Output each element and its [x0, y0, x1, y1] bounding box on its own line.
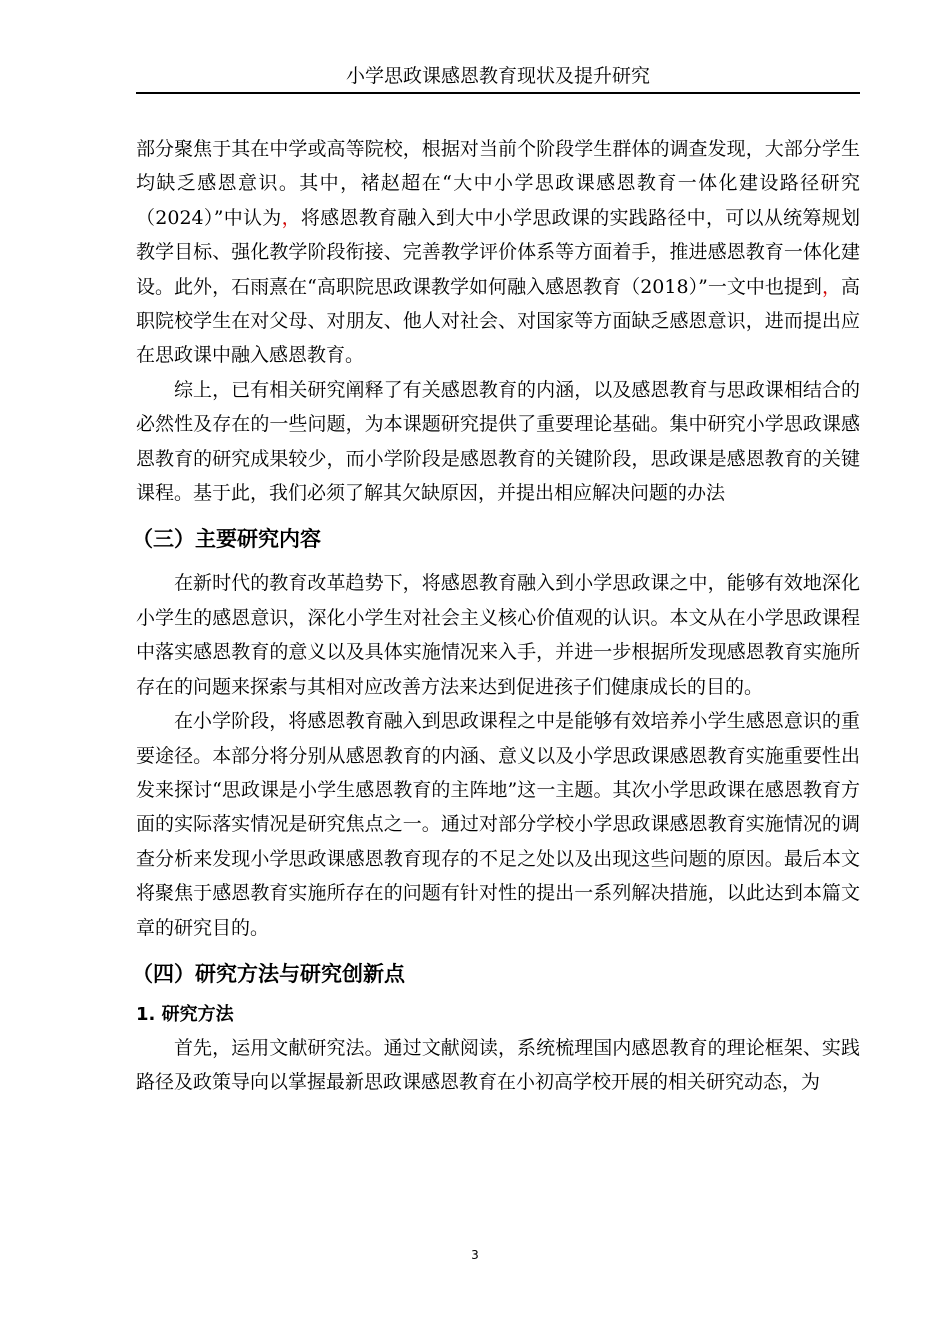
section-heading-methods: （四）研究方法与研究创新点	[132, 961, 405, 986]
paragraph-research-content: 在新时代的教育改革趋势下，将感恩教育融入到小学思政课之中，能够有效地深化小学生的感恩意识，深化小学生对社会主义核心价值观的认识。本文从在小学思政课程中落实感恩教育的意义以及具体实施情况来入手，并进一步根据所发现感恩教育实施所存在的问题来探索与其相对应改善方法来达到促进孩子们健康成长的目的。	[136, 572, 860, 698]
paragraph-literature-method: 首先，运用文献研究法。通过文献阅读，系统梳理国内感恩教育的理论框架、实践路径及政策导向以掌握最新思政课感恩教育在小初高学校开展的相关研究动态，为	[136, 1036, 860, 1094]
document-body	[132, 132, 860, 1100]
paragraph-text: ，	[821, 275, 841, 298]
paragraph-text: 将感恩教育融入到大中小学思政课的实践路径中，可以从统筹规划教学目标、强化教学阶段衔接、完善教学评价体系等方面着手，推进感恩教育一体化建设。此外，石雨熹在“高职院思政课教学如何融入感恩教育（2018）”一文中也提到	[136, 206, 860, 298]
paragraph-research-scope: 在小学阶段，将感恩教育融入到思政课程之中是能够有效培养小学生感恩意识的重要途径。本部分将分别从感恩教育的内涵、意义以及小学思政课感恩教育实施重要性出发来探讨“思政课是小学生感恩教育的主阵地”这一主题。其次小学思政课在感恩教育方面的实际落实情况是研究焦点之一。通过对部分学校小学思政课感恩教育实施情况的调查分析来发现小学思政课感恩教育现存的不足之处以及出现这些问题的原因。最后本文将聚焦于感恩教育实施所存在的问题有针对性的提出一系列解决措施，以此达到本篇文章的研究目的。	[136, 710, 860, 939]
paragraph-text: ，	[281, 206, 301, 229]
header-title: 小学思政课感恩教育现状及提升研究	[345, 65, 650, 87]
paragraph-literature-review	[136, 132, 860, 373]
section-heading-main-content: （三）主要研究内容	[132, 527, 321, 552]
page-number: 3	[471, 1248, 479, 1262]
subsection-heading-methods: 1. 研究方法	[136, 1003, 234, 1025]
paragraph-text: 部分聚焦于其在中学或高等院校，根据对当前个阶段学生群体的调查发现，大部分学生均缺乏感恩意识。其中，褚赵超在“大中小学思政课感恩教育一体化建设路径研究（2024）”中认为	[136, 138, 860, 229]
page-header	[136, 62, 860, 94]
paragraph-text: 高职院校学生在对父母、对朋友、他人对社会、对国家等方面缺乏感恩意识，进而提出应在思政课中融入感恩教育。	[136, 275, 860, 367]
paragraph-summary: 综上，已有相关研究阐释了有关感恩教育的内涵，以及感恩教育与思政课相结合的必然性及存在的一些问题，为本课题研究提供了重要理论基础。集中研究小学思政课感恩教育的研究成果较少，而小学阶段是感恩教育的关键阶段，思政课是感恩教育的关键课程。基于此，我们必须了解其欠缺原因，并提出相应解决问题的办法	[136, 378, 860, 505]
